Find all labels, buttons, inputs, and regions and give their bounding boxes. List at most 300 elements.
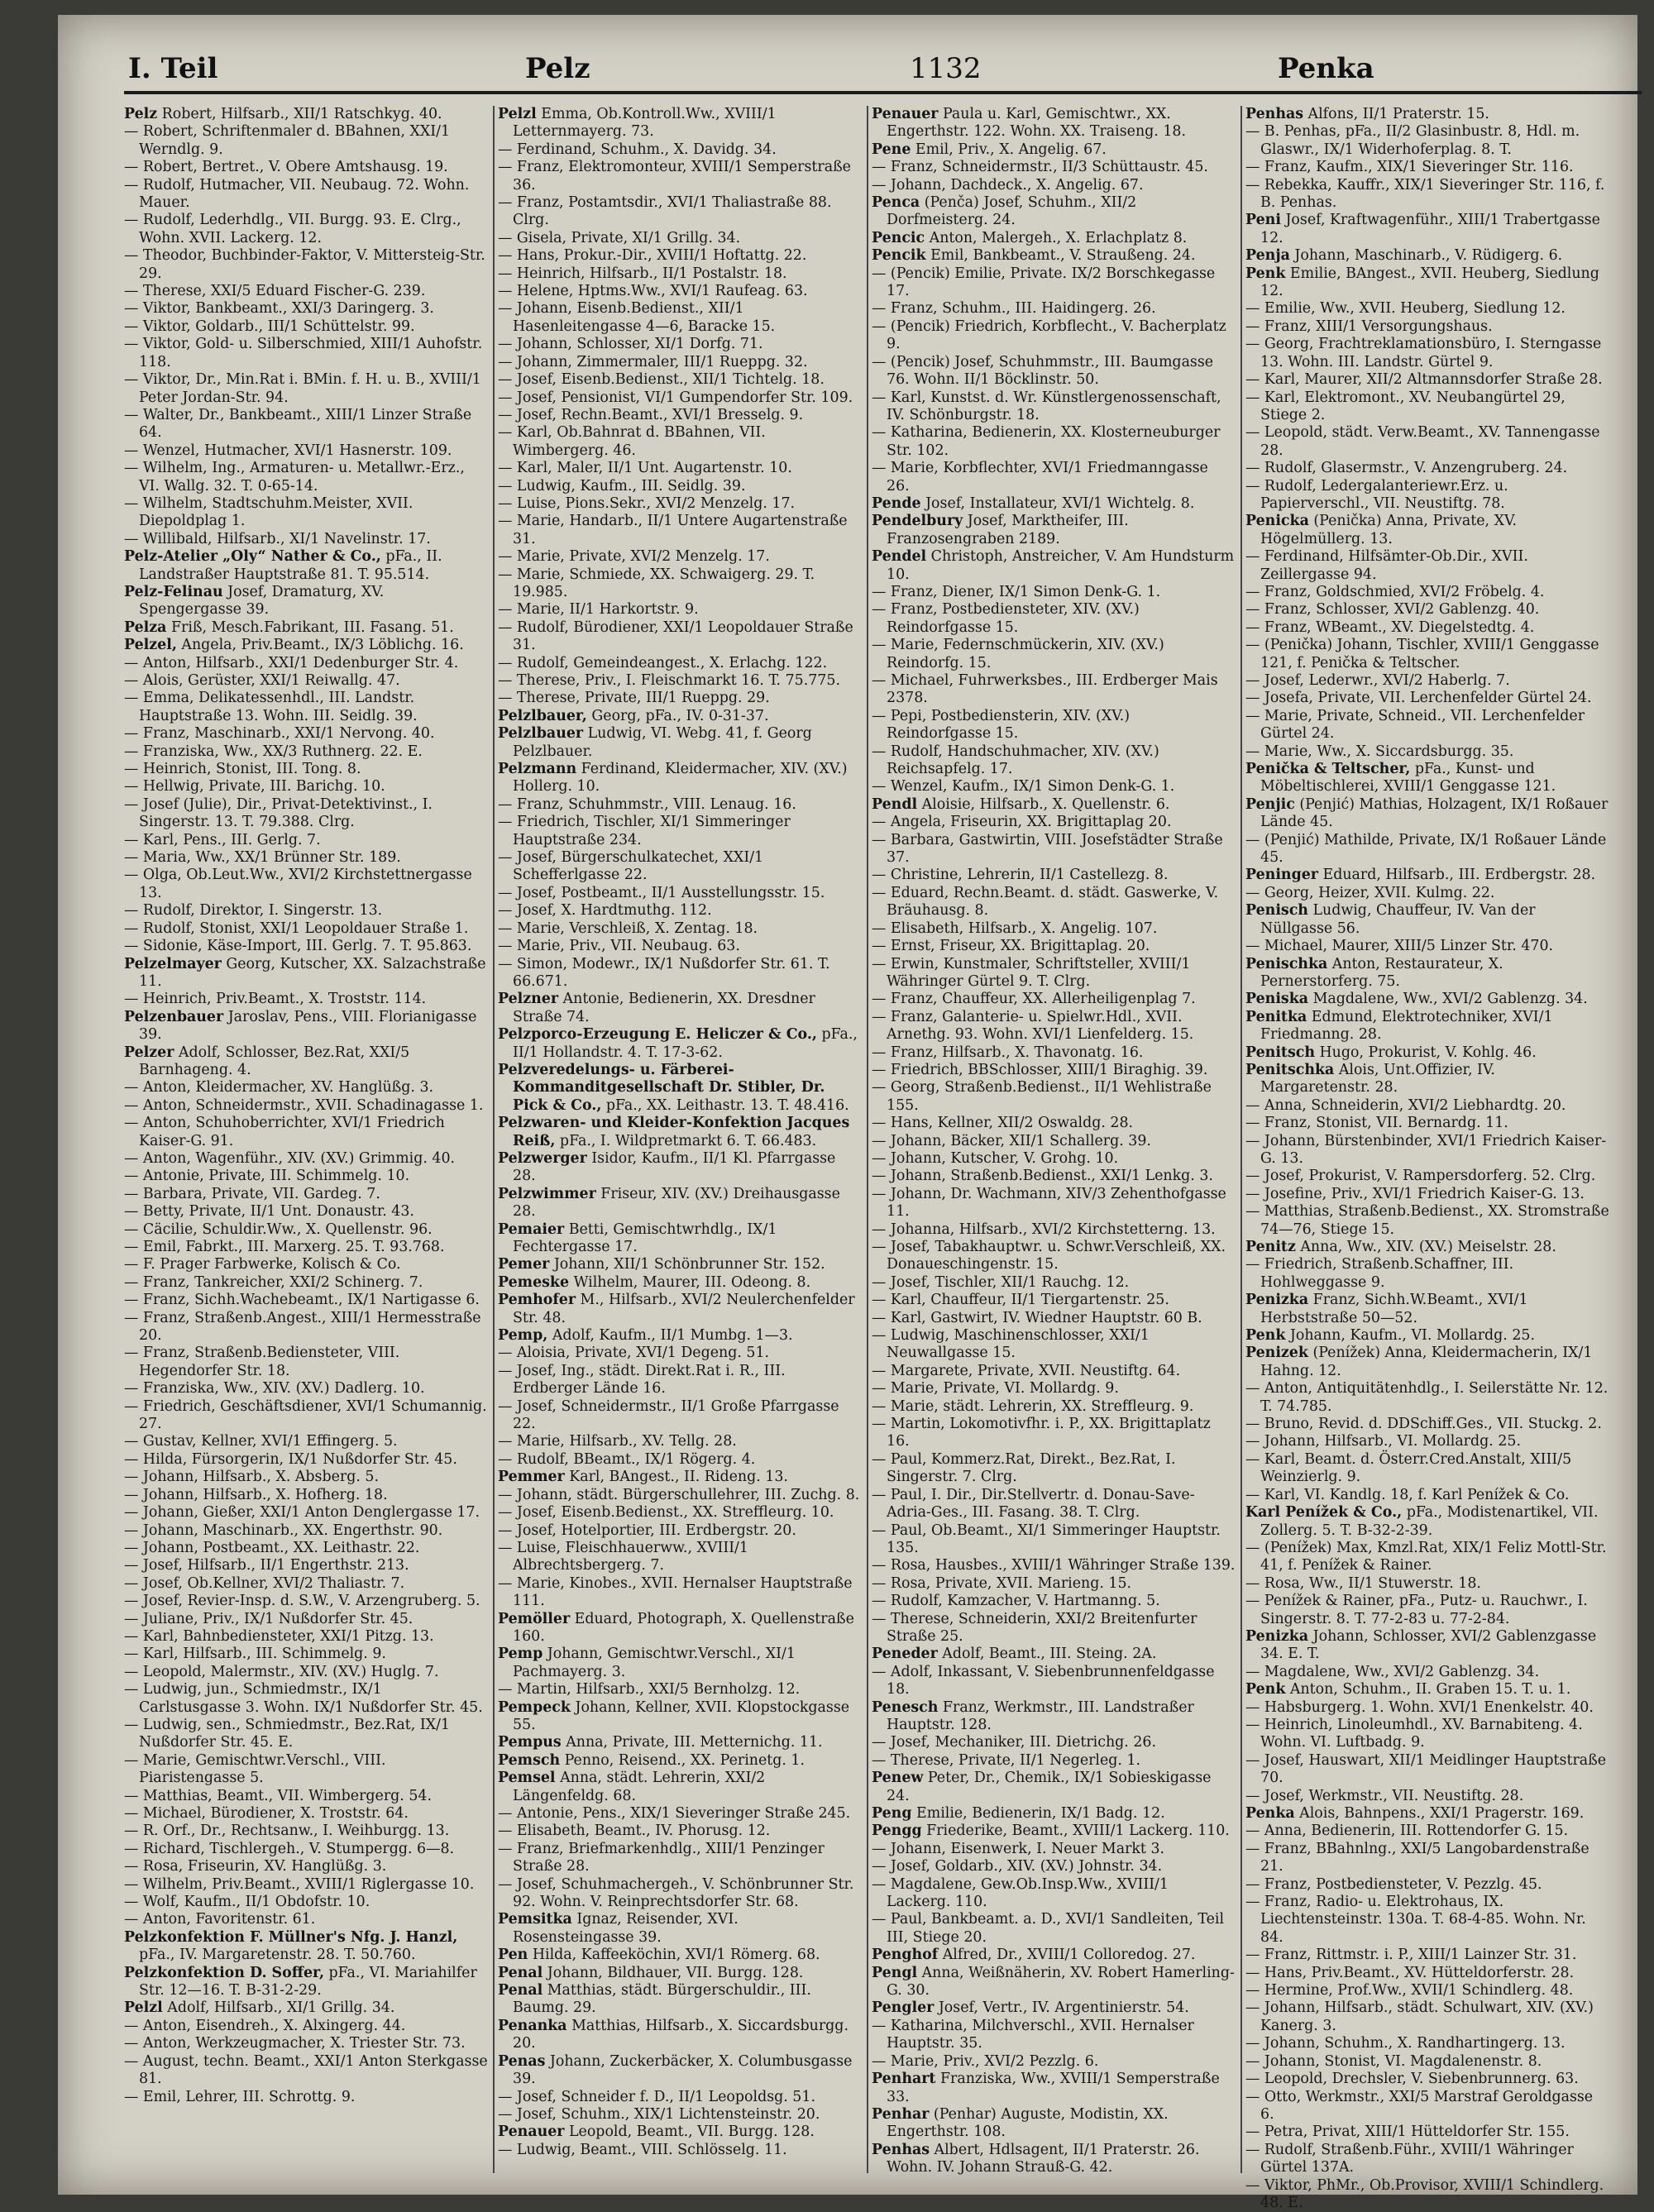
directory-entry — [1245, 1115, 1609, 1132]
entry-text: — Olga, Ob.Leut.Ww., XVI/2 Kirchstettnergasse 13. — [124, 867, 472, 901]
directory-entry — [872, 1239, 1236, 1274]
entry-text: — Josef, Schneider f. D., II/1 Leopoldsg. 51. — [498, 2088, 815, 2105]
entry-text: pFa., XX. Leithastr. 13. T. 48.416. — [601, 1096, 849, 1114]
entry-text: — Rosa, Private, XVII. Marieng. 15. — [872, 1574, 1132, 1592]
entry-surname: Penja — [1245, 247, 1290, 265]
directory-entry — [124, 336, 488, 371]
entry-text: Wilhelm, Maurer, III. Odeong. 8. — [569, 1273, 811, 1291]
directory-entry — [1245, 1239, 1609, 1256]
entry-text: — Josef, Mechaniker, III. Dietrichg. 26. — [872, 1734, 1157, 1751]
entry-text: — Leopold, städt. Verw.Beamt., XV. Tannengasse 28. — [1245, 424, 1600, 459]
directory-entry — [872, 389, 1236, 425]
directory-entry — [498, 1611, 862, 1646]
column-3 — [872, 106, 1236, 2176]
entry-text: — Sidonie, Käse-Import, III. Gerlg. 7. T. 95.863. — [124, 938, 472, 955]
entry-text: — Michael, Maurer, XIII/5 Linzer Str. 470. — [1245, 938, 1554, 955]
entry-surname: Penanka — [498, 2017, 567, 2034]
entry-text: — Karl, Kunstst. d. Wr. Künstlergenossenschaft, IV. Schönburgstr. 18. — [872, 389, 1221, 423]
entry-text: — Friedrich, Tischler, XI/1 Simmeringer Hauptstraße 234. — [498, 814, 791, 848]
directory-entry — [498, 1327, 862, 1345]
entry-text: — Josef, Bürgerschulkatechet, XXI/1 Schefferlgasse 22. — [498, 849, 764, 884]
entry-text: pFa., II/1 Hollandstr. 4. T. 17-3-62. — [513, 1026, 858, 1061]
directory-entry — [1245, 247, 1609, 265]
entry-text: — Franz, Schuhmmstr., VIII. Lenaug. 16. — [498, 795, 796, 813]
entry-text: — Ferdinand, Hilfsämter-Ob.Dir., XVII. Zeillergasse 94. — [1245, 548, 1528, 583]
entry-surname: Penal — [498, 1964, 543, 1981]
directory-entry — [872, 1044, 1236, 1062]
directory-entry — [124, 1345, 488, 1380]
entry-text: Anna, Private, III. Metternichg. 11. — [561, 1734, 823, 1751]
directory-entry — [498, 1646, 862, 1681]
directory-entry — [124, 672, 488, 690]
directory-entry — [498, 1699, 862, 1735]
directory-entry — [498, 849, 862, 885]
entry-text: — Friedrich, BBSchlosser, XIII/1 Biraghig. 39. — [872, 1061, 1208, 1078]
entry-text: Emilie, BAngest., XVII. Heuberg, Siedlung 12. — [1260, 265, 1599, 300]
directory-entry — [872, 2106, 1236, 2142]
directory-entry — [872, 1009, 1236, 1044]
entry-text: Ignaz, Reisender, XVI. Rosensteingasse 39. — [513, 1911, 739, 1946]
directory-entry — [1245, 1504, 1609, 1540]
directory-entry — [1245, 1009, 1609, 1044]
entry-text: — Marie, Korbflechter, XVI/1 Friedmanngasse 26. — [872, 460, 1208, 494]
entry-text: — Leopold, Malermstr., XIV. (XV.) Huglg. 7. — [124, 1663, 439, 1680]
entry-text: Emil, Priv., X. Angelig. 67. — [911, 141, 1107, 158]
entry-text: — Franz, Maschinarb., XXI/1 Nervong. 40. — [124, 725, 435, 743]
entry-text: Johann, Kellner, XVII. Klopstockgasse 55. — [513, 1698, 850, 1733]
entry-text: — Ferdinand, Schuhm., X. Davidg. 34. — [498, 141, 777, 158]
directory-entry — [498, 761, 862, 796]
entry-surname: Penitka — [1245, 1008, 1307, 1025]
directory-entry — [124, 1611, 488, 1628]
directory-entry — [872, 637, 1236, 672]
directory-entry — [124, 1841, 488, 1858]
directory-entry — [872, 318, 1236, 354]
header-rule — [124, 91, 1642, 94]
entry-surname: Pemsitka — [498, 1911, 572, 1928]
entry-text: — Marie, Ww., X. Siccardsburgg. 35. — [1245, 743, 1514, 760]
directory-entry — [1245, 991, 1609, 1008]
entry-text: — Franz, Kaufm., XIX/1 Sieveringer Str. 116. — [1245, 159, 1574, 176]
entry-text: — (Penička) Johann, Tischler, XVIII/1 Genggasse 121, f. Penička & Teltscher. — [1245, 637, 1599, 671]
directory-entry — [124, 1805, 488, 1823]
directory-entry — [498, 708, 862, 725]
entry-text: Peter, Dr., Chemik., IX/1 Sobieskigasse 24. — [887, 1770, 1212, 1804]
entry-surname: Pelzwimmer — [498, 1185, 596, 1202]
entry-text: — Magdalene, Gew.Ob.Insp.Ww., XVIII/1 Lackerg. 110. — [872, 1875, 1169, 1911]
entry-text: Magdalene, Ww., XVI/2 Gablenzg. 34. — [1308, 991, 1588, 1008]
entry-text: — Hans, Prokur.-Dir., XVIII/1 Hoftattg. 22. — [498, 247, 807, 265]
entry-text: — Rudolf, Direktor, I. Singerstr. 13. — [124, 902, 383, 920]
entry-text: — Marie, städt. Lehrerin, XX. Streffleurg. 9. — [872, 1397, 1194, 1415]
directory-entry — [1245, 389, 1609, 425]
entry-text: Josef, Vertr., IV. Argentinierstr. 54. — [934, 1999, 1189, 2017]
directory-entry — [124, 1292, 488, 1309]
directory-entry — [1245, 1487, 1609, 1504]
entry-text: — Alois, Gerüster, XXI/1 Reiwallg. 47. — [124, 672, 400, 689]
entry-surname: Penitschka — [1245, 1061, 1335, 1078]
entry-surname: Penas — [498, 2052, 546, 2070]
directory-entry — [872, 1398, 1236, 1416]
entry-text: — R. Orf., Dr., Rechtsanw., I. Weihburgg. 13. — [124, 1823, 450, 1840]
directory-entry — [498, 478, 862, 495]
entry-text: — Johann, Bäcker, XII/1 Schallerg. 39. — [872, 1132, 1151, 1149]
directory-entry — [124, 1487, 488, 1504]
entry-text: — Anton, Schneidermstr., XVII. Schadinagasse 1. — [124, 1096, 484, 1114]
directory-entry — [124, 159, 488, 176]
directory-entry — [1245, 1345, 1609, 1380]
entry-text: pFa., II. Landstraßer Hauptstraße 81. T. 95.514. — [139, 548, 442, 583]
column-divider — [1240, 106, 1242, 2173]
entry-surname: Penal — [498, 1982, 543, 1999]
directory-entry — [872, 460, 1236, 495]
entry-text: — Viktor, Bankbeamt., XXI/3 Daringerg. 3. — [124, 300, 434, 318]
directory-entry — [124, 1274, 488, 1292]
directory-entry — [498, 1982, 862, 2018]
entry-text: — Josefa, Private, VII. Lerchenfelder Gürtel 24. — [1245, 690, 1592, 707]
directory-entry — [872, 814, 1236, 831]
directory-entry — [1245, 265, 1609, 301]
directory-entry — [1245, 1664, 1609, 1681]
directory-entry — [1245, 424, 1609, 460]
directory-entry — [124, 1380, 488, 1397]
entry-text: Paula u. Karl, Gemischtwr., XX. Engerthstr. 122. Wohn. XX. Traiseng. 18. — [887, 106, 1186, 141]
entry-text: — Paul, Kommerz.Rat, Direkt., Bez.Rat, I. Singerstr. 7. Clrg. — [872, 1450, 1176, 1486]
entry-text: — Heinrich, Linoleumhdl., XV. Barnabiteng. 4. Wohn. VI. Luftbadg. 9. — [1245, 1716, 1583, 1751]
entry-text: — B. Penhas, pFa., II/2 Glasinbustr. 8, Hdl. m. Glaswr., IX/1 Widerhoferplag. 8. T. — [1245, 123, 1580, 158]
entry-text: — Josefine, Priv., XVI/1 Friedrich Kaiser-G. 13. — [1245, 1185, 1585, 1202]
directory-entry — [1245, 371, 1609, 389]
entry-text: — Karl, Chauffeur, II/1 Tiergartenstr. 25. — [872, 1292, 1169, 1309]
directory-entry — [1245, 336, 1609, 371]
entry-surname: Penizka — [1245, 1627, 1309, 1645]
entry-text: — Johann, Stonist, VI. Magdalenenstr. 8. — [1245, 2052, 1542, 2070]
directory-entry — [498, 1186, 862, 1221]
directory-entry — [498, 814, 862, 849]
directory-entry — [1245, 460, 1609, 477]
entry-surname: Karl Penížek & Co., — [1245, 1504, 1403, 1522]
entry-text: — Magdalene, Ww., XVI/2 Gablenzg. 34. — [1245, 1663, 1540, 1680]
entry-text: — (Pencik) Emilie, Private. IX/2 Borschkegasse 17. — [872, 265, 1216, 300]
entry-text: — Karl, Elektromont., XV. Neubangürtel 29, Stiege 2. — [1245, 389, 1566, 423]
entry-text: Matthias, städt. Bürgerschuldir., III. Baumg. 29. — [513, 1982, 811, 2017]
directory-entry — [1245, 123, 1609, 159]
entry-text: — Juliane, Priv., IX/1 Nußdorfer Str. 45. — [124, 1610, 414, 1627]
entry-text: — Josef, Rechn.Beamt., XVI/1 Bresselg. 9. — [498, 406, 804, 423]
entry-text: Karl, BAngest., II. Rideng. 13. — [564, 1469, 788, 1486]
directory-entry — [124, 318, 488, 336]
directory-entry — [1245, 1805, 1609, 1823]
entry-text: — Anton, Wagenführ., XIV. (XV.) Grimmig. 40. — [124, 1149, 456, 1167]
directory-entry — [124, 495, 488, 531]
directory-entry — [872, 1522, 1236, 1558]
directory-entry — [1245, 796, 1609, 832]
entry-text: — Franz, Postbediensteter, V. Pezzlg. 45. — [1245, 1875, 1542, 1893]
entry-text: — Josef, Eisenb.Bedienst., XX. Streffleurg. 10. — [498, 1504, 834, 1522]
entry-surname: Pempeck — [498, 1698, 571, 1716]
entry-text: — Wilhelm, Ing., Armaturen- u. Metallwr.-Erz., VI. Wallg. 32. T. 0-65-14. — [124, 460, 465, 494]
directory-entry — [124, 796, 488, 832]
entry-text: — Antonie, Private, III. Schimmelg. 10. — [124, 1168, 410, 1185]
directory-entry — [1245, 832, 1609, 867]
entry-text: — Emilie, Ww., XVII. Heuberg, Siedlung 12. — [1245, 300, 1566, 318]
entry-text: — Rosa, Hausbes., XVIII/1 Währinger Straße 139. — [872, 1557, 1236, 1574]
directory-entry — [498, 619, 862, 655]
entry-text: — Franz, Straßenb.Angest., XIII/1 Hermesstraße 20. — [124, 1309, 481, 1345]
directory-entry — [124, 867, 488, 902]
entry-text: — Ludwig, sen., Schmiedmstr., Bez.Rat, IX/1 Nußdorfer Str. 45. E. — [124, 1716, 450, 1751]
entry-surname: Penizka — [1245, 1292, 1309, 1309]
directory-entry — [498, 194, 862, 230]
entry-text: — Willibald, Hilfsarb., XI/1 Navelinstr. 17. — [124, 530, 431, 547]
directory-entry — [872, 230, 1236, 247]
entry-text: — Cäcilie, Schuldir.Ww., X. Quellenstr. 96. — [124, 1221, 433, 1238]
entry-text: — Matthias, Beamt., VII. Wimbergerg. 54. — [124, 1787, 432, 1804]
entry-text: — Emil, Lehrer, III. Schrottg. 9. — [124, 2088, 356, 2105]
entry-surname: Pelzlbauer — [498, 725, 584, 743]
entry-text: — Heinrich, Hilfsarb., II/1 Postalstr. 18. — [498, 265, 787, 282]
entry-surname: Pemer — [498, 1256, 550, 1273]
entry-surname: Pemp — [498, 1646, 543, 1663]
entry-surname: Peninger — [1245, 867, 1318, 884]
directory-entry — [498, 902, 862, 920]
directory-entry — [124, 1009, 488, 1044]
directory-entry — [1245, 1097, 1609, 1115]
directory-entry — [872, 1133, 1236, 1150]
entry-text: — Friedrich, Geschäftsdiener, XVI/1 Schumannig. 27. — [124, 1397, 487, 1433]
directory-entry — [124, 1097, 488, 1115]
entry-text: — Robert, Bertret., V. Obere Amtshausg. 19. — [124, 159, 448, 176]
directory-entry — [498, 495, 862, 513]
directory-entry — [124, 761, 488, 778]
entry-text: — Barbara, Private, VII. Gardeg. 7. — [124, 1185, 380, 1202]
entry-text: — Helene, Hptms.Ww., XVI/1 Raufeag. 63. — [498, 283, 808, 300]
entry-text: — (Penížek) Max, Kmzl.Rat, XIX/1 Feliz Mottl-Str. 41, f. Penížek & Rainer. — [1245, 1539, 1607, 1574]
entry-text: Robert, Hilfsarb., XII/1 Ratschkyg. 40. — [157, 106, 442, 122]
entry-text: — Barbara, Gastwirtin, VIII. Josefstädter Straße 37. — [872, 831, 1223, 867]
entry-text: — Franz, Schuhm., III. Haidingerg. 26. — [872, 300, 1156, 318]
directory-entry — [872, 1274, 1236, 1292]
entry-text: — Rudolf, Glasermstr., V. Anzengruberg. 24. — [1245, 460, 1568, 477]
entry-text: — Hellwig, Private, III. Barichg. 10. — [124, 778, 385, 795]
entry-text: — Franz, Postamtsdir., XVI/1 Thaliastraße 88. Clrg. — [498, 194, 832, 229]
entry-text: — Johann, Eisenb.Bedienst., XII/1 Hasenleitengasse 4—6, Baracke 15. — [498, 300, 776, 335]
directory-entry — [872, 1380, 1236, 1397]
entry-text: — Erwin, Kunstmaler, Schriftsteller, XVIII/1 Währinger Gürtel 9. T. Clrg. — [872, 955, 1191, 990]
entry-text: — Karl, Maler, II/1 Unt. Augartenstr. 10. — [498, 460, 792, 477]
directory-entry — [1245, 1256, 1609, 1292]
entry-surname: Pemsch — [498, 1751, 561, 1769]
directory-entry — [124, 1469, 488, 1486]
directory-entry — [498, 672, 862, 690]
entry-text: M., Hilfsarb., XVI/2 Neulerchenfelder Str. 48. — [513, 1292, 855, 1326]
directory-entry — [498, 1398, 862, 1434]
directory-entry — [1245, 1894, 1609, 1947]
entry-surname: Pemmer — [498, 1469, 565, 1486]
entry-text: — Georg, Straßenb.Bedienst., II/1 Wehlistraße 155. — [872, 1079, 1212, 1114]
directory-entry — [498, 1433, 862, 1450]
entry-text: Emil, Bankbeamt., V. Straußeng. 24. — [925, 247, 1196, 265]
directory-entry — [498, 2053, 862, 2089]
directory-entry — [872, 247, 1236, 265]
entry-text: — Johann, Dachdeck., X. Angelig. 67. — [872, 176, 1144, 193]
entry-text: — Michael, Bürodiener, X. Troststr. 64. — [124, 1805, 409, 1822]
directory-entry — [498, 1681, 862, 1698]
entry-text: Adolf, Schlosser, Bez.Rat, XXI/5 Barnhageng. 4. — [139, 1044, 410, 1078]
entry-text: Alfons, II/1 Praterstr. 15. — [1303, 106, 1489, 122]
directory-entry — [124, 1593, 488, 1610]
directory-entry — [124, 407, 488, 442]
entry-text: — Elisabeth, Beamt., IV. Phorusg. 12. — [498, 1823, 771, 1840]
entry-surname: Penitsch — [1245, 1044, 1315, 1061]
directory-entry — [1245, 690, 1609, 707]
directory-entry — [498, 601, 862, 619]
directory-entry — [124, 938, 488, 955]
directory-entry — [124, 2035, 488, 2052]
directory-entry — [872, 1150, 1236, 1168]
entry-text: Johann, Schlosser, XVI/2 Gablenzgasse 34. E. T. — [1260, 1627, 1597, 1663]
entry-text: — Luise, Fleischhauerww., XVIII/1 Albrechtsbergerg. 7. — [498, 1539, 748, 1574]
directory-entry — [1245, 2035, 1609, 2052]
directory-entry — [872, 1805, 1236, 1823]
entry-text: — Josef, Hotelportier, III. Erdbergstr. 20. — [498, 1522, 796, 1539]
directory-entry — [498, 1451, 862, 1469]
entry-text: — Anton, Werkzeugmacher, X. Triester Str. 73. — [124, 2035, 466, 2052]
entry-text: — Georg, Frachtreklamationsbüro, I. Sterngasse 13. Wohn. III. Landstr. Gürtel 9. — [1245, 336, 1602, 370]
directory-entry — [498, 1770, 862, 1805]
entry-surname: Penicka — [1245, 513, 1309, 530]
entry-text: — Johann, städt. Bürgerschullehrer, III. Zuchg. 8. — [498, 1486, 860, 1503]
entry-text: — Viktor, PhMr., Ob.Provisor, XVIII/1 Schindlerg. 48. E. — [1245, 2176, 1604, 2211]
directory-entry — [1245, 867, 1609, 884]
entry-text: — Viktor, Dr., Min.Rat i. BMin. f. H. u. B., XVIII/1 Peter Jordan-Str. 94. — [124, 371, 481, 406]
entry-text: — Johann, Eisenwerk, I. Neuer Markt 3. — [872, 1840, 1165, 1857]
directory-entry — [498, 1256, 862, 1273]
directory-entry — [498, 1274, 862, 1292]
directory-entry — [498, 336, 862, 353]
entry-text: — Josef, Lederwr., XVI/2 Haberlg. 7. — [1245, 672, 1510, 689]
entry-text: — Josef, Postbeamt., II/1 Ausstellungsstr. 15. — [498, 884, 825, 901]
directory-entry — [872, 1487, 1236, 1522]
directory-entry — [1245, 513, 1609, 548]
entry-text: — Franz, XIII/1 Versorgungshaus. — [1245, 318, 1493, 335]
directory-entry — [872, 778, 1236, 795]
entry-text: Johann, Gemischtwr.Verschl., XI/1 Pachmayerg. 3. — [513, 1646, 796, 1680]
directory-entry — [1245, 1186, 1609, 1203]
directory-entry — [124, 1911, 488, 1928]
entry-surname: Pelzwaren- und Kleider-Konfektion Jacques Reiß, — [498, 1115, 850, 1149]
entry-text: — Matthias, Straßenb.Bedienst., XX. Stromstraße 74—76, Stiege 15. — [1245, 1203, 1609, 1238]
entry-text: — Anton, Kleidermacher, XV. Hanglüßg. 3. — [124, 1079, 434, 1096]
directory-entry — [498, 1487, 862, 1504]
entry-text: — Adolf, Inkassant, V. Siebenbrunnenfeldgasse 18. — [872, 1663, 1215, 1698]
entry-text: — Josef, Eisenb.Bedienst., XII/1 Tichtelg. 18. — [498, 371, 825, 389]
entry-surname: Penka — [1245, 1805, 1295, 1822]
entry-surname: Pencik — [872, 247, 926, 265]
directory-entry — [872, 1079, 1236, 1115]
directory-entry — [124, 1894, 488, 1911]
directory-entry — [1245, 743, 1609, 761]
entry-text: — Johann, Dr. Wachmann, XIV/3 Zehenthofgasse 11. — [872, 1185, 1226, 1221]
directory-entry — [1245, 1292, 1609, 1327]
entry-text: Isidor, Kaufm., II/1 Kl. Pfarrgasse 28. — [513, 1149, 836, 1185]
directory-entry — [124, 371, 488, 407]
directory-entry — [1245, 1681, 1609, 1698]
entry-text: — Georg, Heizer, XVII. Kulmg. 22. — [1245, 884, 1495, 901]
entry-text: — Anton, Eisendreh., X. Alxingerg. 44. — [124, 2017, 406, 2034]
entry-text: — Johann, Maschinarb., XX. Engerthstr. 90. — [124, 1522, 443, 1539]
right-catchword: Penka — [1278, 52, 1374, 85]
directory-entry — [872, 159, 1236, 176]
directory-entry — [498, 1805, 862, 1823]
directory-entry — [498, 1823, 862, 1840]
directory-entry — [498, 1292, 862, 1327]
entry-surname: Pencic — [872, 229, 925, 246]
entry-text: — Ludwig, Kaufm., III. Seidlg. 39. — [498, 477, 746, 494]
entry-text: — Rudolf, Hutmacher, VII. Neubaug. 72. Wohn. Mauer. — [124, 176, 470, 212]
entry-text: — Franz, Briefmarkenhdlg., XIII/1 Penzinger Straße 28. — [498, 1840, 825, 1875]
directory-entry — [1245, 1841, 1609, 1876]
directory-entry — [124, 1398, 488, 1434]
entry-text: — Marie, Priv., VII. Neubaug. 63. — [498, 938, 740, 955]
entry-text: Josef, Installateur, XVI/1 Wichtelg. 8. — [920, 494, 1195, 512]
directory-entry — [124, 956, 488, 991]
column-2 — [498, 106, 862, 2173]
entry-text: — Josef, Hilfsarb., II/1 Engerthstr. 213. — [124, 1557, 409, 1574]
directory-entry — [872, 1310, 1236, 1327]
entry-surname: Pengl — [872, 1964, 918, 1981]
directory-entry — [124, 1929, 488, 1965]
entry-text: — Rudolf, Straßenb.Führ., XVIII/1 Währinger Gürtel 137A. — [1245, 2141, 1574, 2176]
directory-entry — [124, 460, 488, 495]
left-catchword: Pelz — [525, 52, 590, 85]
entry-text: — Hermine, Prof.Ww., XVII/1 Schindlerg. 48. — [1245, 1982, 1574, 1999]
directory-entry — [1245, 619, 1609, 637]
directory-entry — [124, 531, 488, 548]
entry-surname: Penisch — [1245, 902, 1308, 920]
entry-text: — Josef, Ob.Kellner, XVI/2 Thaliastr. 7. — [124, 1574, 405, 1592]
entry-text: — Franz, Rittmstr. i. P., XIII/1 Lainzer Str. 31. — [1245, 1947, 1577, 1964]
directory-entry — [872, 1292, 1236, 1309]
entry-text: Franz, Werkmstr., III. Landstraßer Hauptstr. 128. — [887, 1698, 1194, 1733]
directory-entry — [872, 584, 1236, 601]
entry-text: — Elisabeth, Hilfsarb., X. Angelig. 107. — [872, 920, 1158, 937]
directory-entry — [1245, 885, 1609, 902]
directory-entry — [124, 655, 488, 672]
directory-entry — [1245, 584, 1609, 601]
entry-surname: Penhart — [872, 2071, 936, 2088]
entry-text: — Otto, Werkmstr., XXI/5 Marstraf Geroldgasse 6. — [1245, 2088, 1594, 2123]
directory-entry — [872, 1646, 1236, 1663]
entry-surname: Pelz-Felinau — [124, 583, 223, 600]
entry-surname: Pendl — [872, 795, 918, 813]
directory-entry — [872, 1416, 1236, 1451]
directory-entry — [124, 1451, 488, 1469]
directory-entry — [872, 177, 1236, 194]
directory-entry — [872, 708, 1236, 743]
entry-text: — Johann, Zimmermaler, III/1 Rueppg. 32. — [498, 353, 808, 370]
entry-text: — Martin, Hilfsarb., XXI/5 Bernholzg. 12. — [498, 1681, 801, 1698]
directory-entry — [872, 2142, 1236, 2177]
entry-surname: Pene — [872, 141, 911, 158]
entry-text: Josef, Marktheifer, III. Franzosengraben 2189. — [887, 513, 1129, 547]
directory-entry — [872, 991, 1236, 1008]
directory-entry — [124, 1788, 488, 1805]
directory-entry — [498, 1841, 862, 1876]
entry-text: — Franziska, Ww., XX/3 Ruthnerg. 22. E. — [124, 743, 423, 760]
entry-text: — Rudolf, Handschuhmacher, XIV. (XV.) Reichsapfelg. 17. — [872, 743, 1159, 778]
entry-text: Georg, Kutscher, XX. Salzachstraße 11. — [139, 955, 486, 990]
